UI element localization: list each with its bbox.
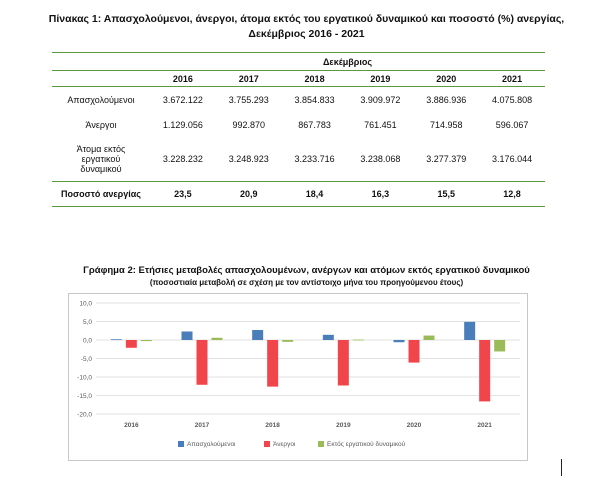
x-tick-label: 2020	[406, 422, 422, 429]
table-cell: 992.870	[232, 120, 266, 130]
bar	[267, 340, 278, 387]
year-header: 2016	[172, 73, 193, 84]
table-cell: 3.277.379	[426, 154, 467, 164]
table-cell: 867.783	[298, 120, 331, 130]
text-cursor	[561, 459, 562, 476]
table-cell: 12,8	[503, 189, 521, 199]
bar	[479, 340, 490, 401]
chart-title: Γράφημα 2: Ετήσιες μεταβολές απασχολουμένων, ανέργων και ατόμων εκτός εργατικού δυναμικού	[83, 265, 530, 276]
table-cell: 4.075.808	[492, 95, 533, 105]
table-cell: 3.228.232	[162, 154, 203, 164]
table-year-header-row	[52, 71, 545, 87]
row-label: Άνεργοι	[85, 120, 117, 130]
table-cell: 15,5	[437, 189, 455, 199]
bar-chart	[68, 293, 528, 461]
bar	[252, 330, 263, 340]
row-label-line: δυναμικού	[80, 164, 122, 174]
year-header: 2018	[304, 73, 325, 84]
table-cell: 714.958	[429, 120, 463, 130]
chart-subtitle: (ποσοστιαία μεταβολή σε σχέση με τον αντίστοιχο μήνα του προηγούμενου έτους)	[149, 278, 464, 287]
year-header: 2017	[238, 73, 259, 84]
y-tick-label: 5,0	[82, 319, 92, 326]
row-label: Ποσοστό ανεργίας	[61, 189, 141, 199]
table-row	[52, 87, 545, 114]
year-header: 2020	[436, 73, 457, 84]
table-title	[0, 12, 613, 42]
table-title-line1: Πίνακας 1: Απασχολούμενοι, άνεργοι, άτομα εκτός του εργατικού δυναμικού και ποσοστό (%) ανεργίας,	[48, 13, 565, 25]
legend-swatch	[318, 441, 324, 447]
legend-swatch	[264, 441, 270, 447]
bar	[323, 335, 334, 340]
row-label-line: Άτομα εκτός	[76, 144, 126, 154]
row-label	[52, 137, 150, 182]
bar	[464, 322, 475, 340]
table-cell: 3.176.044	[492, 154, 533, 164]
table-cell: 3.854.833	[294, 95, 335, 105]
bar	[394, 340, 405, 342]
bar	[111, 339, 122, 340]
y-tick-label: 0,0	[82, 337, 92, 345]
employment-table	[52, 52, 545, 207]
legend-label: Άνεργοι	[273, 441, 296, 448]
table-cell: 596.067	[495, 120, 529, 130]
year-header: 2019	[370, 73, 391, 84]
row-label: Απασχολούμενοι	[67, 95, 135, 105]
table-month-header-row	[52, 53, 545, 71]
legend-label: Απασχολούμενοι	[187, 441, 236, 448]
x-tick-label: 2016	[124, 422, 139, 429]
table-row	[52, 137, 545, 182]
table-cell: 1.129.056	[162, 120, 203, 130]
legend-label: Εκτός εργατικού δυναμικού	[327, 441, 406, 448]
x-tick-label: 2017	[194, 422, 210, 429]
table-cell: 3.886.936	[426, 95, 467, 105]
bar	[182, 331, 193, 340]
bar	[282, 340, 293, 342]
bar	[212, 338, 223, 340]
month-header: Δεκέμβριος	[322, 56, 373, 67]
legend-swatch	[178, 441, 184, 447]
x-tick-label: 2018	[265, 422, 280, 429]
row-label-line: εργατικού	[81, 154, 121, 164]
y-tick-label: -15,0	[77, 393, 92, 400]
bar	[353, 340, 364, 341]
bar	[494, 340, 505, 351]
y-tick-label: -20,0	[77, 411, 92, 419]
y-tick-label: 10,0	[79, 300, 92, 308]
bar	[409, 340, 420, 363]
year-header: 2021	[502, 73, 523, 84]
table-cell: 3.755.293	[228, 95, 269, 105]
bar	[424, 336, 435, 340]
table-cell: 3.238.068	[360, 154, 401, 164]
table-cell: 16,3	[371, 189, 390, 199]
table-cell: 3.233.716	[294, 154, 335, 164]
table-row	[52, 113, 545, 137]
bar	[197, 340, 208, 385]
x-tick-label: 2019	[336, 422, 351, 429]
table-cell: 20,9	[239, 189, 258, 199]
y-tick-label: -10,0	[77, 374, 92, 382]
x-tick-label: 2021	[477, 422, 492, 429]
bar	[338, 340, 349, 386]
table-cell: 3.672.122	[162, 95, 203, 105]
table-cell: 18,4	[305, 189, 324, 199]
table-row-unemployment-rate	[52, 182, 545, 207]
table-cell: 23,5	[174, 189, 192, 199]
table-cell: 761.451	[364, 120, 397, 130]
table-title-line2: Δεκέμβριος 2016 - 2021	[248, 28, 365, 40]
table-cell: 3.248.923	[228, 154, 269, 164]
bar	[126, 340, 137, 348]
y-tick-label: -5,0	[80, 356, 92, 363]
bar	[141, 340, 152, 341]
table-cell: 3.909.972	[360, 95, 401, 105]
